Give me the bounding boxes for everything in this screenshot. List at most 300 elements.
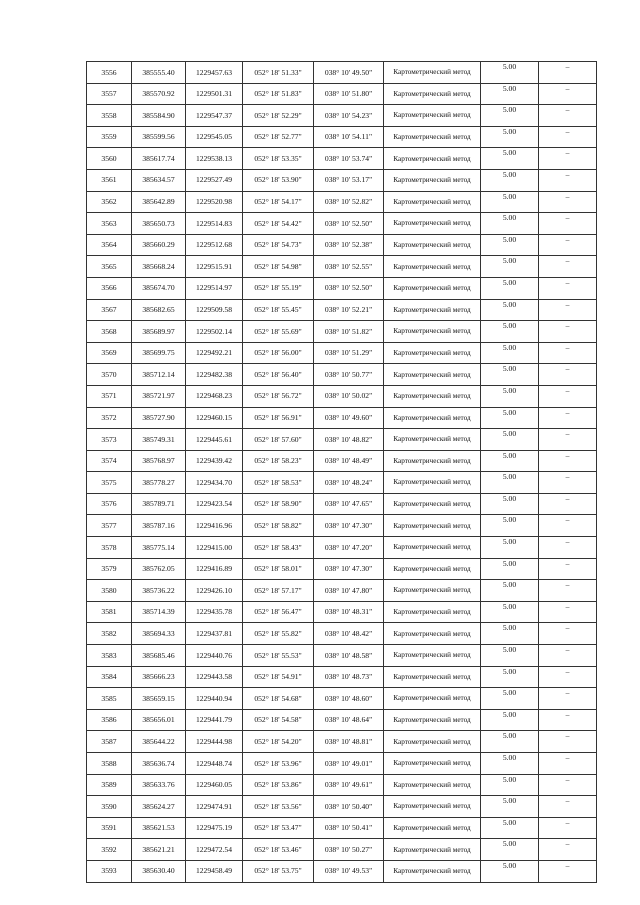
- y-coordinate-cell: 1229415.00: [186, 537, 243, 559]
- method-cell: Картометрический метод: [384, 666, 481, 688]
- method-cell: Картометрический метод: [384, 234, 481, 256]
- table-row: [87, 839, 597, 861]
- method-cell: Картометрический метод: [384, 753, 481, 775]
- longitude-cell: 038° 10' 52.21": [314, 299, 384, 321]
- y-coordinate-cell: 1229492.21: [186, 342, 243, 364]
- x-coordinate-cell: 385570.92: [132, 83, 186, 105]
- latitude-cell: 052° 18' 58.23": [243, 450, 314, 472]
- point-number-cell: 3569: [87, 342, 132, 364]
- point-number-cell: 3574: [87, 450, 132, 472]
- accuracy-cell: 5.00: [481, 83, 539, 105]
- latitude-cell: 052° 18' 54.91": [243, 666, 314, 688]
- longitude-cell: 038° 10' 48.49": [314, 450, 384, 472]
- description-cell: –: [539, 105, 597, 127]
- longitude-cell: 038° 10' 48.58": [314, 645, 384, 667]
- table-row: [87, 126, 597, 148]
- x-coordinate-cell: 385685.46: [132, 645, 186, 667]
- latitude-cell: 052° 18' 54.98": [243, 256, 314, 278]
- accuracy-cell: 5.00: [481, 493, 539, 515]
- accuracy-cell: 5.00: [481, 623, 539, 645]
- x-coordinate-cell: 385659.15: [132, 688, 186, 710]
- longitude-cell: 038° 10' 49.50": [314, 62, 384, 84]
- x-coordinate-cell: 385762.05: [132, 558, 186, 580]
- method-cell: Картометрический метод: [384, 450, 481, 472]
- point-number-cell: 3563: [87, 213, 132, 235]
- table-row: [87, 105, 597, 127]
- x-coordinate-cell: 385721.97: [132, 385, 186, 407]
- latitude-cell: 052° 18' 53.75": [243, 860, 314, 882]
- latitude-cell: 052° 18' 53.46": [243, 839, 314, 861]
- longitude-cell: 038° 10' 50.40": [314, 796, 384, 818]
- description-cell: –: [539, 472, 597, 494]
- accuracy-cell: 5.00: [481, 213, 539, 235]
- latitude-cell: 052° 18' 55.82": [243, 623, 314, 645]
- method-cell: Картометрический метод: [384, 321, 481, 343]
- point-number-cell: 3591: [87, 817, 132, 839]
- y-coordinate-cell: 1229502.14: [186, 321, 243, 343]
- y-coordinate-cell: 1229448.74: [186, 753, 243, 775]
- accuracy-cell: 5.00: [481, 839, 539, 861]
- longitude-cell: 038° 10' 48.81": [314, 731, 384, 753]
- y-coordinate-cell: 1229501.31: [186, 83, 243, 105]
- y-coordinate-cell: 1229538.13: [186, 148, 243, 170]
- x-coordinate-cell: 385555.40: [132, 62, 186, 84]
- x-coordinate-cell: 385656.01: [132, 709, 186, 731]
- accuracy-cell: 5.00: [481, 601, 539, 623]
- accuracy-cell: 5.00: [481, 774, 539, 796]
- accuracy-cell: 5.00: [481, 407, 539, 429]
- y-coordinate-cell: 1229444.98: [186, 731, 243, 753]
- table-row: [87, 364, 597, 386]
- y-coordinate-cell: 1229509.58: [186, 299, 243, 321]
- x-coordinate-cell: 385584.90: [132, 105, 186, 127]
- method-cell: Картометрический метод: [384, 731, 481, 753]
- method-cell: Картометрический метод: [384, 83, 481, 105]
- y-coordinate-cell: 1229416.89: [186, 558, 243, 580]
- latitude-cell: 052° 18' 54.68": [243, 688, 314, 710]
- x-coordinate-cell: 385714.39: [132, 601, 186, 623]
- y-coordinate-cell: 1229527.49: [186, 169, 243, 191]
- point-number-cell: 3564: [87, 234, 132, 256]
- description-cell: –: [539, 688, 597, 710]
- description-cell: –: [539, 321, 597, 343]
- description-cell: –: [539, 407, 597, 429]
- point-number-cell: 3589: [87, 774, 132, 796]
- description-cell: –: [539, 429, 597, 451]
- latitude-cell: 052° 18' 58.90": [243, 493, 314, 515]
- accuracy-cell: 5.00: [481, 558, 539, 580]
- longitude-cell: 038° 10' 52.50": [314, 277, 384, 299]
- coordinates-table: [86, 61, 597, 883]
- description-cell: –: [539, 753, 597, 775]
- table-row: [87, 213, 597, 235]
- y-coordinate-cell: 1229426.10: [186, 580, 243, 602]
- table-row: [87, 321, 597, 343]
- method-cell: Картометрический метод: [384, 213, 481, 235]
- point-number-cell: 3567: [87, 299, 132, 321]
- x-coordinate-cell: 385736.22: [132, 580, 186, 602]
- method-cell: Картометрический метод: [384, 407, 481, 429]
- description-cell: –: [539, 385, 597, 407]
- method-cell: Картометрический метод: [384, 709, 481, 731]
- y-coordinate-cell: 1229474.91: [186, 796, 243, 818]
- table-row: [87, 385, 597, 407]
- accuracy-cell: 5.00: [481, 256, 539, 278]
- point-number-cell: 3578: [87, 537, 132, 559]
- point-number-cell: 3587: [87, 731, 132, 753]
- y-coordinate-cell: 1229482.38: [186, 364, 243, 386]
- method-cell: Картометрический метод: [384, 537, 481, 559]
- table-row: [87, 580, 597, 602]
- description-cell: –: [539, 601, 597, 623]
- latitude-cell: 052° 18' 53.56": [243, 796, 314, 818]
- accuracy-cell: 5.00: [481, 234, 539, 256]
- point-number-cell: 3586: [87, 709, 132, 731]
- table-row: [87, 148, 597, 170]
- longitude-cell: 038° 10' 51.82": [314, 321, 384, 343]
- accuracy-cell: 5.00: [481, 62, 539, 84]
- accuracy-cell: 5.00: [481, 666, 539, 688]
- x-coordinate-cell: 385749.31: [132, 429, 186, 451]
- x-coordinate-cell: 385682.65: [132, 299, 186, 321]
- longitude-cell: 038° 10' 48.31": [314, 601, 384, 623]
- method-cell: Картометрический метод: [384, 493, 481, 515]
- y-coordinate-cell: 1229520.98: [186, 191, 243, 213]
- description-cell: –: [539, 342, 597, 364]
- point-number-cell: 3573: [87, 429, 132, 451]
- method-cell: Картометрический метод: [384, 62, 481, 84]
- latitude-cell: 052° 18' 56.72": [243, 385, 314, 407]
- description-cell: –: [539, 62, 597, 84]
- coordinates-table-page: [86, 61, 596, 883]
- accuracy-cell: 5.00: [481, 299, 539, 321]
- x-coordinate-cell: 385660.29: [132, 234, 186, 256]
- x-coordinate-cell: 385599.56: [132, 126, 186, 148]
- y-coordinate-cell: 1229423.54: [186, 493, 243, 515]
- latitude-cell: 052° 18' 58.01": [243, 558, 314, 580]
- method-cell: Картометрический метод: [384, 796, 481, 818]
- method-cell: Картометрический метод: [384, 126, 481, 148]
- y-coordinate-cell: 1229545.05: [186, 126, 243, 148]
- y-coordinate-cell: 1229468.23: [186, 385, 243, 407]
- longitude-cell: 038° 10' 48.64": [314, 709, 384, 731]
- table-row: [87, 774, 597, 796]
- table-row: [87, 299, 597, 321]
- point-number-cell: 3565: [87, 256, 132, 278]
- description-cell: –: [539, 493, 597, 515]
- accuracy-cell: 5.00: [481, 515, 539, 537]
- y-coordinate-cell: 1229445.61: [186, 429, 243, 451]
- accuracy-cell: 5.00: [481, 105, 539, 127]
- accuracy-cell: 5.00: [481, 169, 539, 191]
- latitude-cell: 052° 18' 54.42": [243, 213, 314, 235]
- description-cell: –: [539, 558, 597, 580]
- method-cell: Картометрический метод: [384, 515, 481, 537]
- table-row: [87, 688, 597, 710]
- table-row: [87, 169, 597, 191]
- y-coordinate-cell: 1229443.58: [186, 666, 243, 688]
- accuracy-cell: 5.00: [481, 364, 539, 386]
- longitude-cell: 038° 10' 48.24": [314, 472, 384, 494]
- method-cell: Картометрический метод: [384, 601, 481, 623]
- method-cell: Картометрический метод: [384, 429, 481, 451]
- method-cell: Картометрический метод: [384, 299, 481, 321]
- longitude-cell: 038° 10' 47.80": [314, 580, 384, 602]
- description-cell: –: [539, 839, 597, 861]
- table-row: [87, 515, 597, 537]
- method-cell: Картометрический метод: [384, 277, 481, 299]
- longitude-cell: 038° 10' 50.41": [314, 817, 384, 839]
- latitude-cell: 052° 18' 53.90": [243, 169, 314, 191]
- x-coordinate-cell: 385699.75: [132, 342, 186, 364]
- longitude-cell: 038° 10' 54.11": [314, 126, 384, 148]
- y-coordinate-cell: 1229437.81: [186, 623, 243, 645]
- longitude-cell: 038° 10' 48.73": [314, 666, 384, 688]
- table-row: [87, 407, 597, 429]
- description-cell: –: [539, 580, 597, 602]
- table-row: [87, 277, 597, 299]
- x-coordinate-cell: 385630.40: [132, 860, 186, 882]
- longitude-cell: 038° 10' 50.02": [314, 385, 384, 407]
- accuracy-cell: 5.00: [481, 385, 539, 407]
- description-cell: –: [539, 817, 597, 839]
- point-number-cell: 3585: [87, 688, 132, 710]
- accuracy-cell: 5.00: [481, 191, 539, 213]
- description-cell: –: [539, 299, 597, 321]
- method-cell: Картометрический метод: [384, 105, 481, 127]
- point-number-cell: 3575: [87, 472, 132, 494]
- x-coordinate-cell: 385712.14: [132, 364, 186, 386]
- description-cell: –: [539, 191, 597, 213]
- method-cell: Картометрический метод: [384, 342, 481, 364]
- point-number-cell: 3558: [87, 105, 132, 127]
- latitude-cell: 052° 18' 56.40": [243, 364, 314, 386]
- x-coordinate-cell: 385789.71: [132, 493, 186, 515]
- latitude-cell: 052° 18' 57.60": [243, 429, 314, 451]
- latitude-cell: 052° 18' 56.47": [243, 601, 314, 623]
- longitude-cell: 038° 10' 49.01": [314, 753, 384, 775]
- table-row: [87, 558, 597, 580]
- method-cell: Картометрический метод: [384, 860, 481, 882]
- table-row: [87, 256, 597, 278]
- latitude-cell: 052° 18' 52.29": [243, 105, 314, 127]
- table-row: [87, 796, 597, 818]
- latitude-cell: 052° 18' 53.47": [243, 817, 314, 839]
- method-cell: Картометрический метод: [384, 364, 481, 386]
- accuracy-cell: 5.00: [481, 321, 539, 343]
- accuracy-cell: 5.00: [481, 342, 539, 364]
- description-cell: –: [539, 256, 597, 278]
- x-coordinate-cell: 385644.22: [132, 731, 186, 753]
- longitude-cell: 038° 10' 51.80": [314, 83, 384, 105]
- point-number-cell: 3562: [87, 191, 132, 213]
- point-number-cell: 3590: [87, 796, 132, 818]
- table-row: [87, 191, 597, 213]
- table-row: [87, 537, 597, 559]
- method-cell: Картометрический метод: [384, 817, 481, 839]
- method-cell: Картометрический метод: [384, 472, 481, 494]
- y-coordinate-cell: 1229512.68: [186, 234, 243, 256]
- x-coordinate-cell: 385650.73: [132, 213, 186, 235]
- method-cell: Картометрический метод: [384, 148, 481, 170]
- point-number-cell: 3560: [87, 148, 132, 170]
- longitude-cell: 038° 10' 53.17": [314, 169, 384, 191]
- x-coordinate-cell: 385694.33: [132, 623, 186, 645]
- longitude-cell: 038° 10' 50.77": [314, 364, 384, 386]
- longitude-cell: 038° 10' 54.23": [314, 105, 384, 127]
- point-number-cell: 3588: [87, 753, 132, 775]
- latitude-cell: 052° 18' 58.43": [243, 537, 314, 559]
- latitude-cell: 052° 18' 52.77": [243, 126, 314, 148]
- longitude-cell: 038° 10' 52.55": [314, 256, 384, 278]
- latitude-cell: 052° 18' 55.69": [243, 321, 314, 343]
- latitude-cell: 052° 18' 51.83": [243, 83, 314, 105]
- latitude-cell: 052° 18' 55.53": [243, 645, 314, 667]
- point-number-cell: 3557: [87, 83, 132, 105]
- point-number-cell: 3579: [87, 558, 132, 580]
- x-coordinate-cell: 385727.90: [132, 407, 186, 429]
- point-number-cell: 3584: [87, 666, 132, 688]
- accuracy-cell: 5.00: [481, 537, 539, 559]
- method-cell: Картометрический метод: [384, 385, 481, 407]
- longitude-cell: 038° 10' 51.29": [314, 342, 384, 364]
- description-cell: –: [539, 666, 597, 688]
- point-number-cell: 3571: [87, 385, 132, 407]
- x-coordinate-cell: 385768.97: [132, 450, 186, 472]
- latitude-cell: 052° 18' 53.35": [243, 148, 314, 170]
- latitude-cell: 052° 18' 56.91": [243, 407, 314, 429]
- longitude-cell: 038° 10' 49.53": [314, 860, 384, 882]
- table-row: [87, 450, 597, 472]
- description-cell: –: [539, 213, 597, 235]
- point-number-cell: 3581: [87, 601, 132, 623]
- longitude-cell: 038° 10' 48.42": [314, 623, 384, 645]
- latitude-cell: 052° 18' 55.45": [243, 299, 314, 321]
- accuracy-cell: 5.00: [481, 817, 539, 839]
- accuracy-cell: 5.00: [481, 148, 539, 170]
- description-cell: –: [539, 623, 597, 645]
- table-row: [87, 731, 597, 753]
- longitude-cell: 038° 10' 49.60": [314, 407, 384, 429]
- longitude-cell: 038° 10' 52.50": [314, 213, 384, 235]
- point-number-cell: 3583: [87, 645, 132, 667]
- table-row: [87, 623, 597, 645]
- table-row: [87, 753, 597, 775]
- latitude-cell: 052° 18' 51.33": [243, 62, 314, 84]
- y-coordinate-cell: 1229416.96: [186, 515, 243, 537]
- table-row: [87, 83, 597, 105]
- y-coordinate-cell: 1229547.37: [186, 105, 243, 127]
- point-number-cell: 3582: [87, 623, 132, 645]
- x-coordinate-cell: 385775.14: [132, 537, 186, 559]
- description-cell: –: [539, 169, 597, 191]
- y-coordinate-cell: 1229435.78: [186, 601, 243, 623]
- description-cell: –: [539, 731, 597, 753]
- y-coordinate-cell: 1229440.76: [186, 645, 243, 667]
- x-coordinate-cell: 385642.89: [132, 191, 186, 213]
- method-cell: Картометрический метод: [384, 839, 481, 861]
- latitude-cell: 052° 18' 53.86": [243, 774, 314, 796]
- y-coordinate-cell: 1229515.91: [186, 256, 243, 278]
- accuracy-cell: 5.00: [481, 645, 539, 667]
- method-cell: Картометрический метод: [384, 558, 481, 580]
- longitude-cell: 038° 10' 52.82": [314, 191, 384, 213]
- accuracy-cell: 5.00: [481, 731, 539, 753]
- point-number-cell: 3593: [87, 860, 132, 882]
- point-number-cell: 3556: [87, 62, 132, 84]
- x-coordinate-cell: 385636.74: [132, 753, 186, 775]
- y-coordinate-cell: 1229460.05: [186, 774, 243, 796]
- y-coordinate-cell: 1229472.54: [186, 839, 243, 861]
- x-coordinate-cell: 385668.24: [132, 256, 186, 278]
- table-row: [87, 666, 597, 688]
- description-cell: –: [539, 860, 597, 882]
- longitude-cell: 038° 10' 47.30": [314, 558, 384, 580]
- method-cell: Картометрический метод: [384, 580, 481, 602]
- point-number-cell: 3592: [87, 839, 132, 861]
- table-row: [87, 472, 597, 494]
- table-row: [87, 817, 597, 839]
- accuracy-cell: 5.00: [481, 709, 539, 731]
- table-row: [87, 709, 597, 731]
- accuracy-cell: 5.00: [481, 580, 539, 602]
- longitude-cell: 038° 10' 49.61": [314, 774, 384, 796]
- longitude-cell: 038° 10' 48.82": [314, 429, 384, 451]
- point-number-cell: 3559: [87, 126, 132, 148]
- x-coordinate-cell: 385666.23: [132, 666, 186, 688]
- x-coordinate-cell: 385633.76: [132, 774, 186, 796]
- method-cell: Картометрический метод: [384, 169, 481, 191]
- longitude-cell: 038° 10' 53.74": [314, 148, 384, 170]
- description-cell: –: [539, 126, 597, 148]
- x-coordinate-cell: 385787.16: [132, 515, 186, 537]
- table-row: [87, 429, 597, 451]
- description-cell: –: [539, 709, 597, 731]
- latitude-cell: 052° 18' 53.96": [243, 753, 314, 775]
- latitude-cell: 052° 18' 54.58": [243, 709, 314, 731]
- description-cell: –: [539, 148, 597, 170]
- accuracy-cell: 5.00: [481, 688, 539, 710]
- longitude-cell: 038° 10' 50.27": [314, 839, 384, 861]
- x-coordinate-cell: 385634.57: [132, 169, 186, 191]
- point-number-cell: 3570: [87, 364, 132, 386]
- table-row: [87, 860, 597, 882]
- point-number-cell: 3566: [87, 277, 132, 299]
- accuracy-cell: 5.00: [481, 753, 539, 775]
- longitude-cell: 038° 10' 48.60": [314, 688, 384, 710]
- x-coordinate-cell: 385689.97: [132, 321, 186, 343]
- accuracy-cell: 5.00: [481, 429, 539, 451]
- method-cell: Картометрический метод: [384, 774, 481, 796]
- table-body: [87, 62, 597, 883]
- accuracy-cell: 5.00: [481, 450, 539, 472]
- table-row: [87, 342, 597, 364]
- method-cell: Картометрический метод: [384, 256, 481, 278]
- table-row: [87, 645, 597, 667]
- description-cell: –: [539, 537, 597, 559]
- y-coordinate-cell: 1229460.15: [186, 407, 243, 429]
- table-row: [87, 62, 597, 84]
- y-coordinate-cell: 1229514.97: [186, 277, 243, 299]
- point-number-cell: 3572: [87, 407, 132, 429]
- method-cell: Картометрический метод: [384, 623, 481, 645]
- point-number-cell: 3580: [87, 580, 132, 602]
- description-cell: –: [539, 277, 597, 299]
- latitude-cell: 052° 18' 54.73": [243, 234, 314, 256]
- description-cell: –: [539, 796, 597, 818]
- y-coordinate-cell: 1229441.79: [186, 709, 243, 731]
- description-cell: –: [539, 364, 597, 386]
